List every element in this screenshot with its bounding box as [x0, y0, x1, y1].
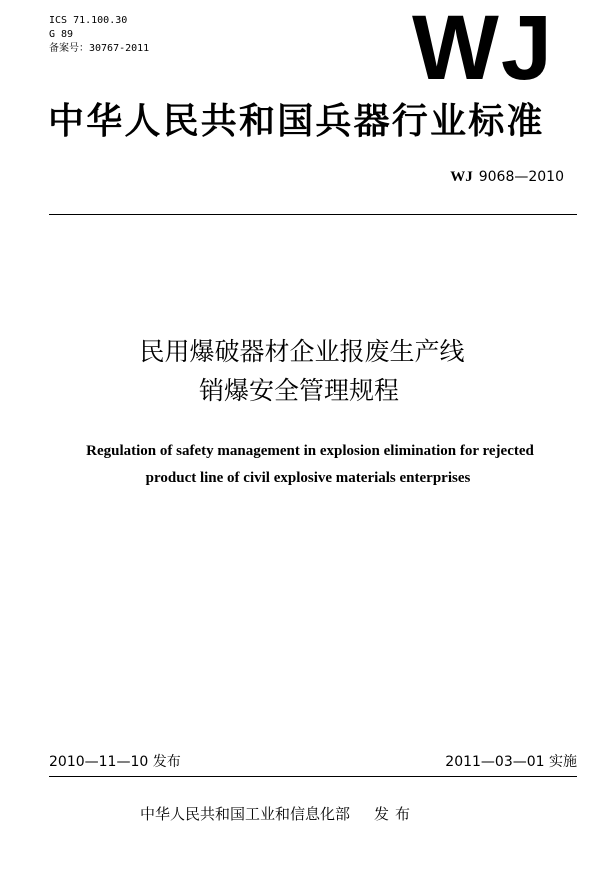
- classification-block: [49, 14, 149, 56]
- english-title-line-2: product line of civil explosive materials enterprises: [145, 470, 471, 486]
- chinese-title: [0, 332, 604, 410]
- publish-action: 发布: [374, 805, 417, 823]
- standard-number: [450, 168, 564, 186]
- filing-number: 备案号：30767-2011: [49, 43, 150, 54]
- english-title-line-1: Regulation of safety management in explosion elimination for rejected: [86, 443, 534, 459]
- issue-date: 2010—11—10 发布: [49, 754, 181, 770]
- implementation-date: 2011—03—01 实施: [445, 754, 577, 770]
- standard-category-title: 中华人民共和国兵器行业标准: [48, 101, 545, 142]
- chinese-title-line-2: 销爆安全管理规程: [198, 376, 399, 405]
- category-code: G 89: [49, 29, 74, 40]
- standard-prefix: WJ: [450, 169, 473, 185]
- chinese-title-line-1: 民用爆破器材企业报废生产线: [139, 337, 465, 366]
- standard-logo: WJ: [412, 0, 554, 99]
- english-title: [0, 438, 604, 492]
- publisher-line: [140, 803, 416, 825]
- publisher-name: 中华人民共和国工业和信息化部: [140, 805, 351, 823]
- standard-number-value: 9068—2010: [478, 169, 564, 185]
- ics-code: ICS 71.100.30: [49, 15, 128, 26]
- footer-divider: [49, 776, 577, 777]
- header-divider: [49, 214, 577, 215]
